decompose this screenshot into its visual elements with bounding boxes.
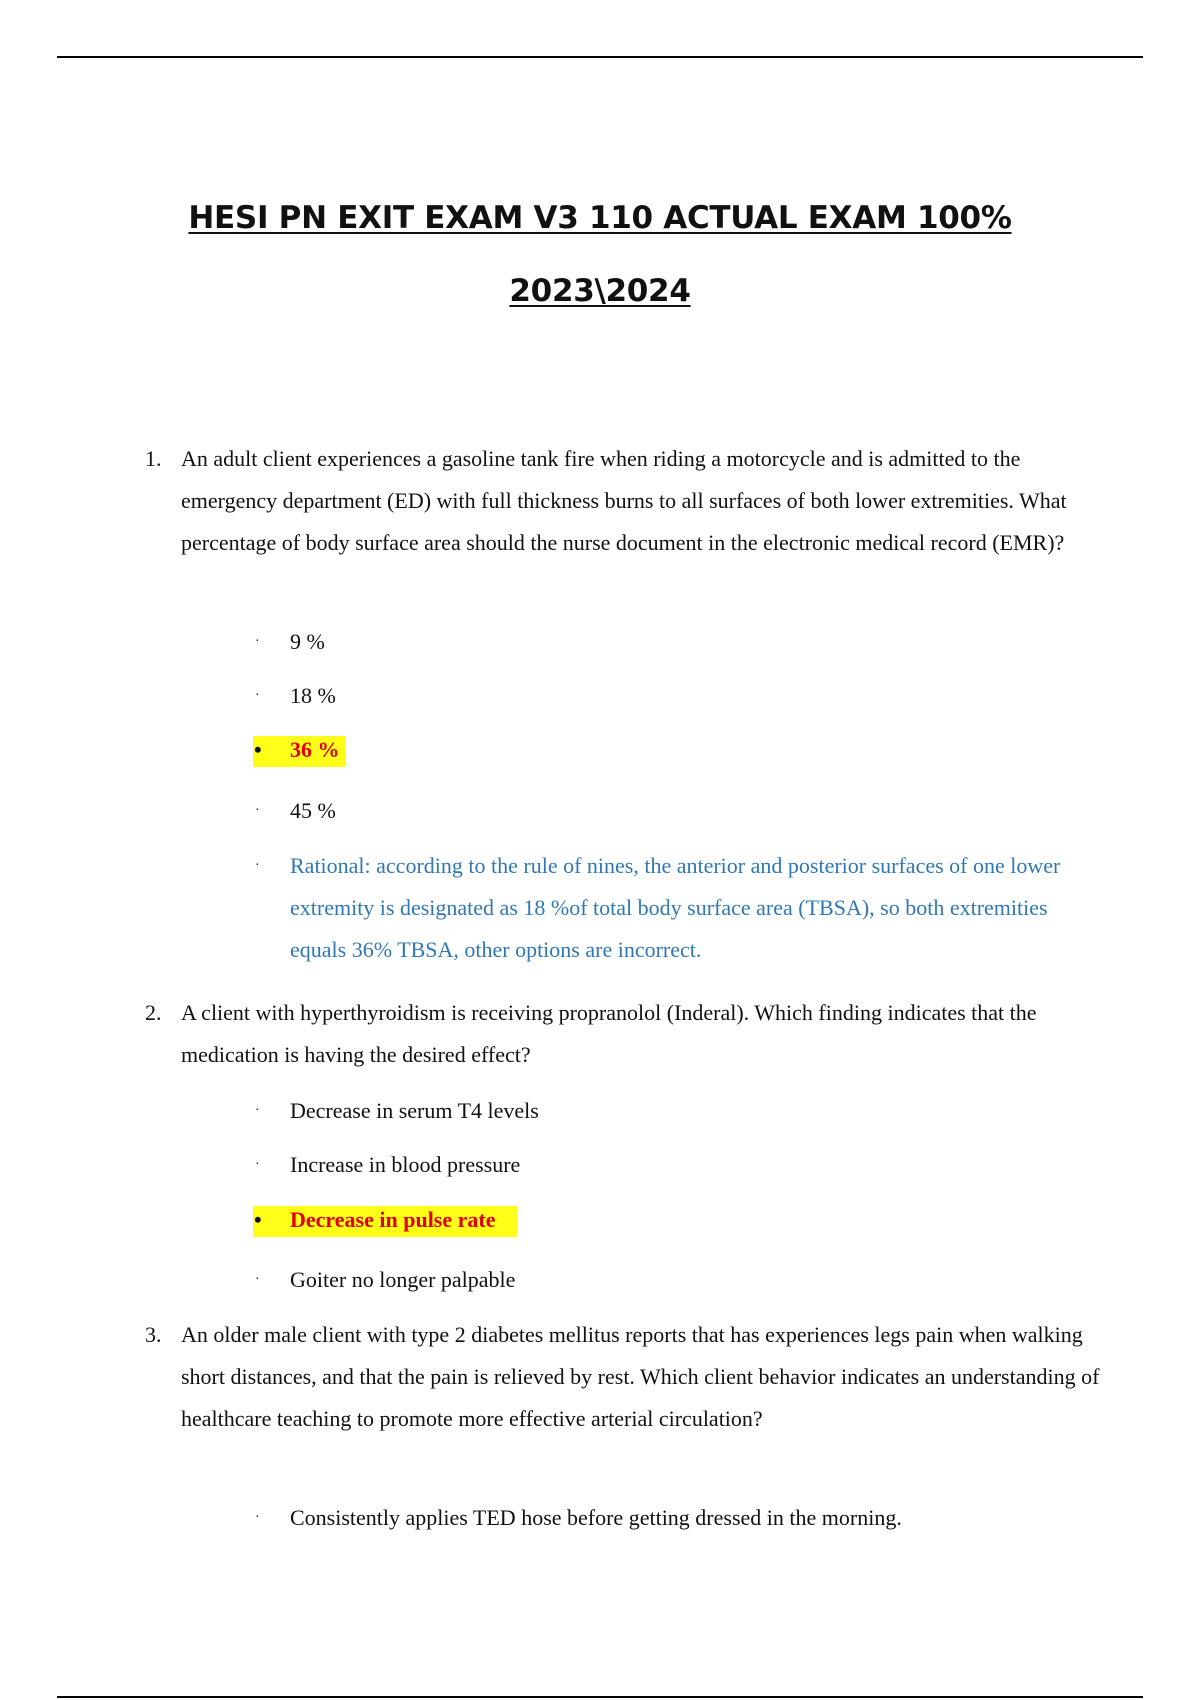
option-text: Decrease in pulse rate xyxy=(290,1207,496,1232)
question-number: 1. xyxy=(145,446,162,471)
bullet-icon: · xyxy=(255,1272,260,1287)
option-text: 9 % xyxy=(290,629,325,654)
bottom-rule xyxy=(57,1696,1143,1698)
question-text: A client with hyperthyroidism is receiving propranolol (Inderal). Which finding indicates that the medication is having the desired effect? xyxy=(181,1000,1037,1067)
bullet-icon: • xyxy=(254,1207,262,1232)
option-text: Decrease in serum T4 levels xyxy=(290,1098,539,1123)
option-text: Goiter no longer palpable xyxy=(290,1267,516,1292)
document-title-line-1: HESI PN EXIT EXAM V3 110 ACTUAL EXAM 100% xyxy=(188,200,1012,236)
option-text: 45 % xyxy=(290,798,336,823)
bullet-icon: · xyxy=(255,803,260,818)
rational-text: Rational: according to the rule of nines, the anterior and posterior surfaces of one lower extremity is designated as 18 %of total body surface area (TBSA), so both extremities equals 36% TBSA, other options are incorrect. xyxy=(290,853,1061,962)
bullet-icon: • xyxy=(254,737,262,762)
question-number: 3. xyxy=(145,1322,162,1347)
document-title-line-2: 2023\2024 xyxy=(509,273,691,309)
bullet-icon: · xyxy=(255,1103,260,1118)
bullet-icon: · xyxy=(255,858,260,873)
top-rule xyxy=(57,56,1143,58)
option-text: Increase in blood pressure xyxy=(290,1152,521,1177)
bullet-icon: · xyxy=(255,634,260,649)
option-text: 36 % xyxy=(290,737,340,762)
bullet-icon: · xyxy=(255,1157,260,1172)
question-text: An older male client with type 2 diabetes mellitus reports that has experiences legs pain when walking short distances, and that the pain is relieved by rest. Which client behavior indicates an understanding of healthcare teaching to promote more effective arterial circulation? xyxy=(181,1322,1100,1431)
bullet-icon: · xyxy=(255,688,260,703)
question-number: 2. xyxy=(145,1000,162,1025)
question-text: An adult client experiences a gasoline tank fire when riding a motorcycle and is admitted to the emergency department (ED) with full thickness burns to all surfaces of both lower extremities. What percentage of body surface area should the nurse document in the electronic medical record (EMR)? xyxy=(181,446,1067,555)
option-text: 18 % xyxy=(290,683,336,708)
option-text: Consistently applies TED hose before getting dressed in the morning. xyxy=(290,1505,902,1530)
bullet-icon: · xyxy=(255,1510,260,1525)
